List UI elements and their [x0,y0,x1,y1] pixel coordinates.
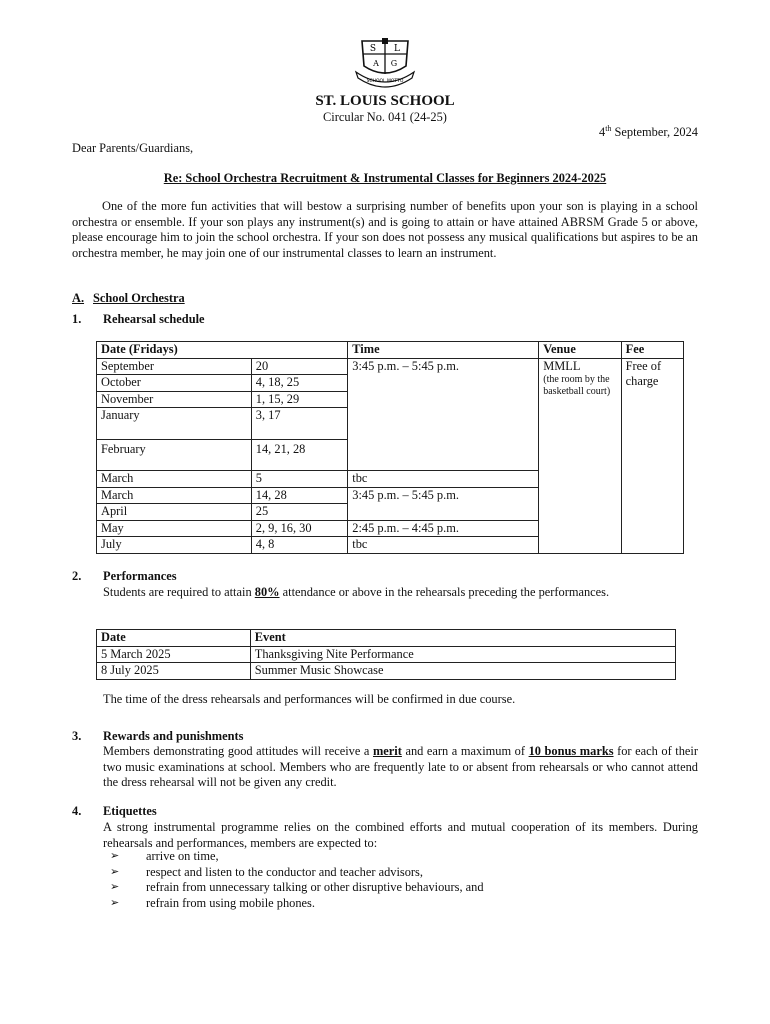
row-dates: 20 [251,358,347,375]
row-month: July [97,537,252,554]
date-day: 4 [598,125,606,139]
etiquettes-heading: Etiquettes [103,804,157,818]
rehearsal-schedule-table [96,341,684,554]
performances-text-after: attendance or above in the rehearsals preceding the performances. [279,585,610,599]
venue-name: MMLL [543,358,581,373]
item-2-number: 2. [72,569,82,583]
venue-note: (the room by the basketball court) [543,374,611,397]
perf-header-event: Event [250,630,675,647]
section-a-letter: A. [72,291,85,305]
header-venue: Venue [539,342,621,359]
rewards-heading: Rewards and punishments [103,729,244,743]
school-crest-logo [352,36,418,88]
list-item-text: arrive on time, [146,849,219,863]
rewards-text-2: and earn a maximum of [401,744,529,758]
list-item-text: refrain from unnecessary talking or other disruptive behaviours, and [146,880,484,894]
merit-term: merit [372,744,402,758]
row-dates: 5 [251,471,347,488]
circular-number: Circular No. 041 (24-25) [323,110,447,124]
row-dates: 14, 28 [251,487,347,504]
row-dates: 3, 17 [251,408,347,440]
row-month: October [97,375,252,392]
attendance-requirement: 80% [254,585,280,599]
perf-date: 8 July 2025 [97,663,251,680]
row-dates: 25 [251,504,347,521]
row-month: April [97,504,252,521]
perf-event: Thanksgiving Nite Performance [250,646,675,663]
rewards-text-3: for each of their two music examinations at school. Members who are frequently late to or absent from rehearsals or who cannot attend the dress rehearsal will not be given any credit. [103,744,698,789]
row-month: September [97,358,252,375]
time-cell: 2:45 p.m. – 4:45 p.m. [348,520,539,537]
item-3-number: 3. [72,729,82,743]
school-name: ST. LOUIS SCHOOL [315,93,455,109]
row-dates: 2, 9, 16, 30 [251,520,347,537]
rehearsal-heading: Rehearsal schedule [103,312,205,326]
bonus-marks-term: 10 bonus marks [528,744,614,758]
list-item-text: refrain from using mobile phones. [146,895,315,910]
crest-motto: SCHOOL MOTTO [366,79,404,84]
perf-header-date: Date [97,630,251,647]
crest-letter-3: A [373,59,379,68]
arrow-bullet-icon: ➢ [110,896,120,909]
row-month: March [97,487,252,504]
time-cell: tbc [348,537,539,554]
etiquettes-text: A strong instrumental programme relies on the combined efforts and mutual cooperation of its members. During rehearsals and performances, members are expected to: [103,820,698,850]
list-item-text: respect and listen to the conductor and teacher advisors, [146,864,423,879]
performances-text [103,585,698,601]
time-cell: 3:45 p.m. – 5:45 p.m. [348,487,539,520]
arrow-bullet-icon: ➢ [110,881,120,893]
arrow-bullet-icon: ➢ [110,850,120,862]
perf-event: Summer Music Showcase [250,663,675,680]
performances-table [96,629,676,680]
row-month: May [97,520,252,537]
performances-note: The time of the dress rehearsals and performances will be confirmed in due course. [103,692,516,706]
rewards-text [103,744,698,791]
circular-date [599,125,698,141]
crest-letter-2: L [394,44,400,54]
perf-date: 5 March 2025 [97,646,251,663]
row-dates: 1, 15, 29 [251,391,347,408]
venue-cell [539,358,621,553]
date-suffix: th [605,123,612,133]
section-a-title: School Orchestra [93,291,185,305]
header-time: Time [348,342,539,359]
row-month: February [97,440,252,471]
crest-letter-1: S [369,44,377,54]
rewards-text-1: Members demonstrating good attitudes will receive a [103,744,373,758]
row-dates: 4, 8 [251,537,347,554]
item-4-number: 4. [72,804,82,818]
crest-letter-4: G [390,59,398,68]
time-cell: tbc [348,471,539,488]
time-cell: 3:45 p.m. – 5:45 p.m. [348,358,539,471]
row-dates: 14, 21, 28 [251,440,347,471]
arrow-bullet-icon: ➢ [110,865,120,878]
salutation: Dear Parents/Guardians, [72,141,194,155]
row-month: January [97,408,252,440]
fee-cell: Free of charge [621,358,683,553]
row-month: November [97,391,252,408]
row-month: March [97,471,252,488]
performances-text-before: Students are required to attain [103,585,255,599]
header-fee: Fee [621,342,683,359]
date-rest: September, 2024 [611,125,698,139]
subject-line: Re: School Orchestra Recruitment & Instrumental Classes for Beginners 2024-2025 [163,171,607,185]
header-date: Date (Fridays) [97,342,348,359]
performances-heading: Performances [103,569,177,583]
intro-paragraph: One of the more fun activities that will bestow a surprising number of benefits upon your son is playing in a school orchestra or ensemble. If your son plays any instrument(s) and is going to attain or have attained ABRSM Grade 5 or above, please encourage him to join the school orchestra. If your son does not possess any musical qualifications but aspires to be an orchestra member, he may join one of our instrumental classes to learn an instrument. [72,199,698,260]
row-dates: 4, 18, 25 [251,375,347,392]
item-1-number: 1. [72,312,82,326]
